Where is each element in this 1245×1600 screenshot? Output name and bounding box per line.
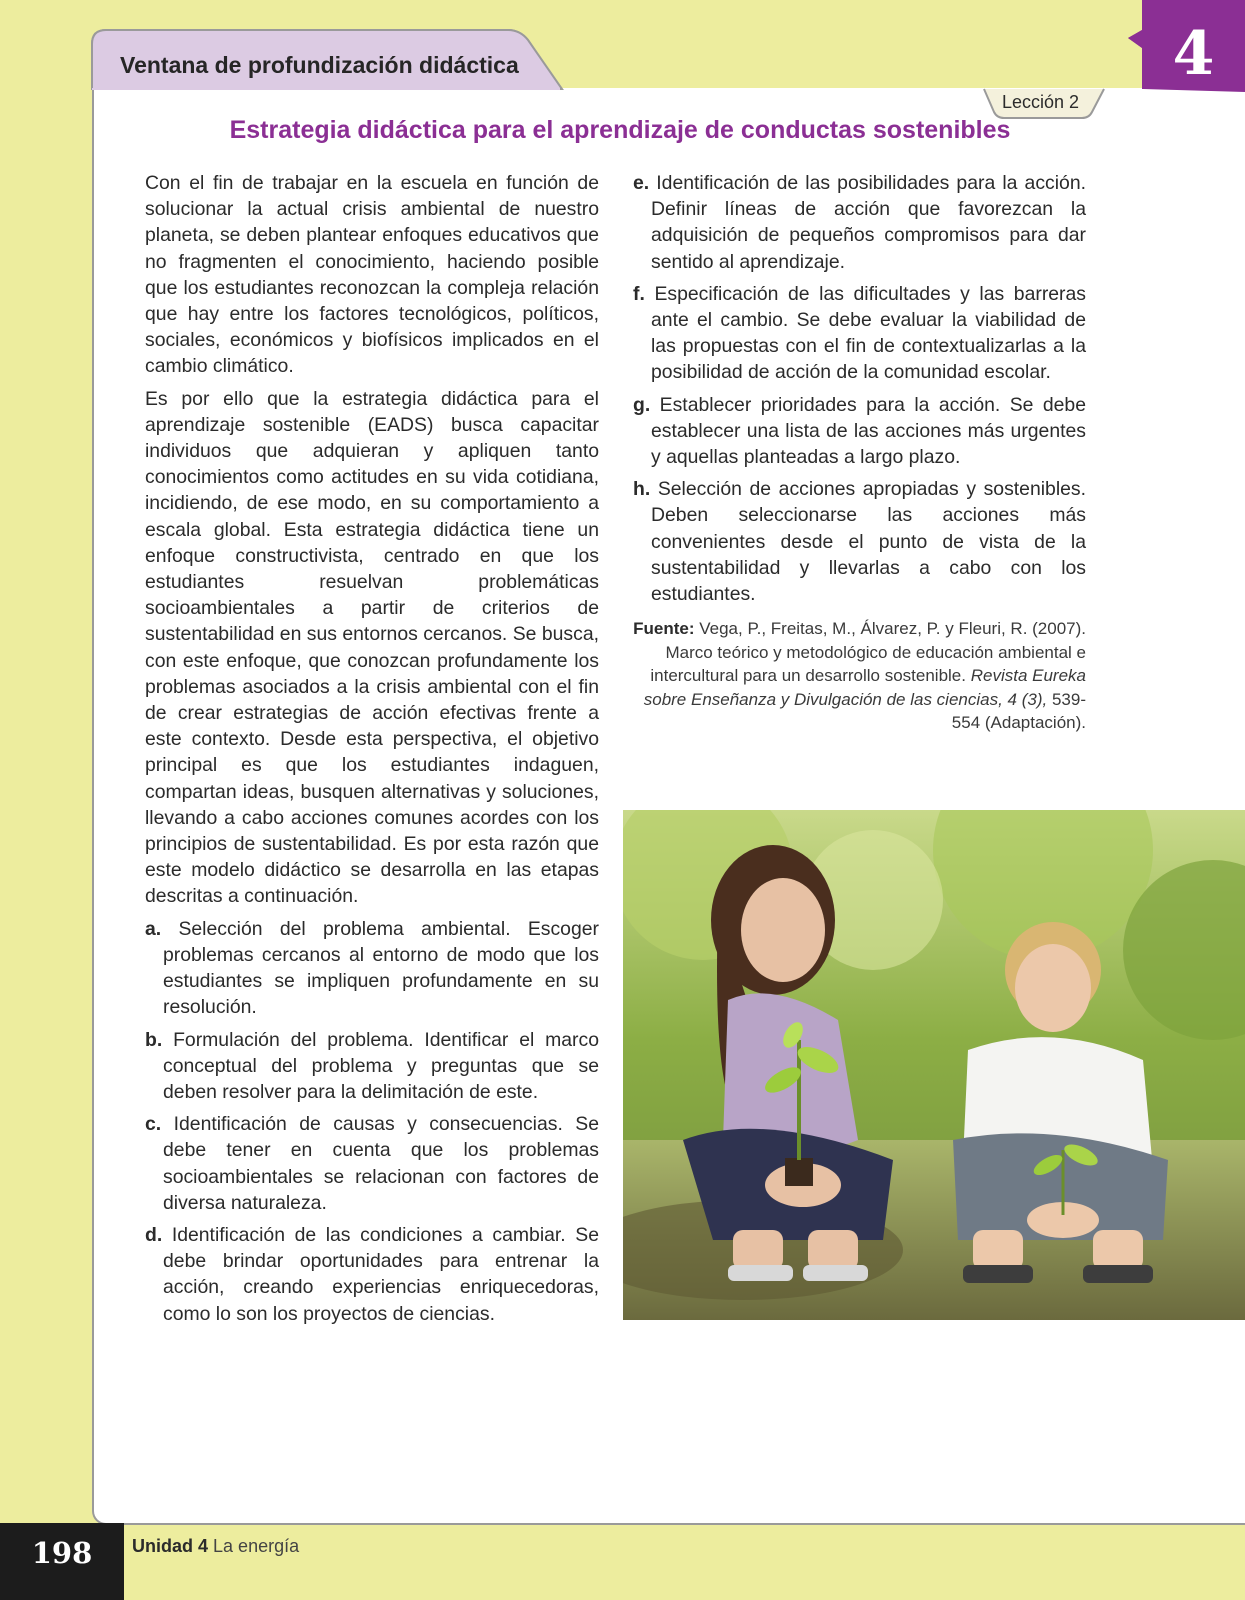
item-letter: d. xyxy=(145,1223,163,1246)
list-item-h xyxy=(633,476,1086,607)
section-tab-label: Ventana de profundización didáctica xyxy=(120,52,519,78)
item-text: Formulación del problema. Identificar el marco conceptual del problema y preguntas que se deben resolver para la delimitación de este. xyxy=(163,1028,599,1103)
list-item-g xyxy=(633,392,1086,471)
lesson-label: Lección 2 xyxy=(1002,92,1080,112)
footer-unit-number: Unidad 4 xyxy=(132,1536,209,1556)
right-column xyxy=(633,170,1086,735)
item-text: Identificación de causas y consecuencias. Se debe tener en cuenta que los problemas socioambientales se relacionan con factores de diversa naturaleza. xyxy=(163,1113,600,1214)
list-item-c xyxy=(145,1111,599,1216)
item-letter: e. xyxy=(633,172,650,194)
page-number: 198 xyxy=(31,1536,93,1570)
item-letter: a. xyxy=(145,917,162,940)
item-text: Establecer prioridades para la acción. Se debe establecer una lista de las acciones más urgentes y aquellas planteadas a largo plazo. xyxy=(651,393,1087,469)
item-text: Especificación de las dificultades y las barreras ante el cambio. Se debe evaluar la viabilidad de las propuestas con el fin de contextualizarlas a la posibilidad de acción de la comunidad escolar. xyxy=(651,282,1086,384)
item-text: Identificación de las posibilidades para la acción. Definir líneas de acción que favorezcan la adquisición de pequeños compromisos para dar sentido al aprendizaje. xyxy=(651,172,1086,273)
list-item-b xyxy=(145,1027,599,1106)
list-item-d xyxy=(145,1222,599,1327)
intro-paragraph: Con el fin de trabajar en la escuela en función de solucionar la actual crisis ambiental de nuestro planeta, se deben plantear enfoques educativos que no fragmenten el conocimiento, haciendo posible que los estudiantes reconozcan la compleja relación que hay entre los factores tecnológicos, políticos, sociales, económicos y biofísicos implicados en el cambio climático. xyxy=(145,172,599,378)
footer-unit-label xyxy=(132,1536,299,1557)
strategy-paragraph: Es por ello que la estrategia didáctica para el aprendizaje sostenible (EADS) busca capacitar individuos que adquieran y apliquen tanto conocimientos como actitudes en su vida cotidiana, incidiendo, de ese modo, en su comportamiento a escala global. Esta estrategia didáctica tiene un enfoque constructivista, centrado en que los estudiantes resuelvan problemáticas socioambientales a partir de criterios de sustentabilidad en sus entornos cercanos. Se busca, con este enfoque, que conozcan profundamente los problemas asociados a la crisis ambiental con el fin de crear estrategias de acción efectivas frente a este contexto. Desde esta perspectiva, el objetivo principal es que los estudiantes indaguen, compartan ideas, busquen alternativas y soluciones, llevando a cabo acciones comunes acordes con los principios de sustentabilidad. Es por esta razón que este modelo didáctico se desarrolla en las etapas descritas a continuación. xyxy=(145,387,599,908)
item-letter: h. xyxy=(633,478,651,501)
page-title: Estrategia didáctica para el aprendizaje de conductas sostenibles xyxy=(229,116,1011,144)
item-letter: g. xyxy=(633,393,651,416)
source-journal: Revista Eureka sobre Enseñanza y Divulgación de las ciencias, 4 (3), xyxy=(643,666,1086,709)
item-letter: c. xyxy=(145,1113,162,1136)
footer-unit-title: La energía xyxy=(213,1536,300,1556)
source-authors: Vega, P., Freitas, M., Álvarez, P. y Fleuri, R. (2007). Marco teórico y metodológico de educación ambiental e intercultural para un desarrollo sostenible. xyxy=(650,619,1086,686)
item-text: Identificación de las condiciones a cambiar. Se debe brindar oportunidades para entrenar la acción, creando experiencias enriquecedoras, como lo son los proyectos de ciencias. xyxy=(163,1223,599,1325)
source-label: Fuente: xyxy=(633,619,695,639)
left-column xyxy=(145,170,599,1333)
list-item-f xyxy=(633,281,1086,386)
list-item-e xyxy=(633,170,1086,275)
item-letter: f. xyxy=(633,282,645,305)
item-letter: b. xyxy=(145,1028,163,1051)
list-item-a xyxy=(145,916,599,1021)
unit-number-badge: 4 xyxy=(1172,19,1215,89)
item-text: Selección de acciones apropiadas y sostenibles. Deben seleccionarse las acciones más convenientes desde el punto de vista de la sustentabilidad y llevarlas a cabo con los estudiantes. xyxy=(651,478,1086,606)
source-citation xyxy=(633,617,1086,735)
source-pages: 539-554 (Adaptación). xyxy=(951,689,1086,733)
item-text: Selección del problema ambiental. Escoger problemas cercanos al entorno de modo que los estudiantes se impliquen profundamente en su resolución. xyxy=(163,917,599,1019)
children-planting-photo xyxy=(623,810,1245,1320)
